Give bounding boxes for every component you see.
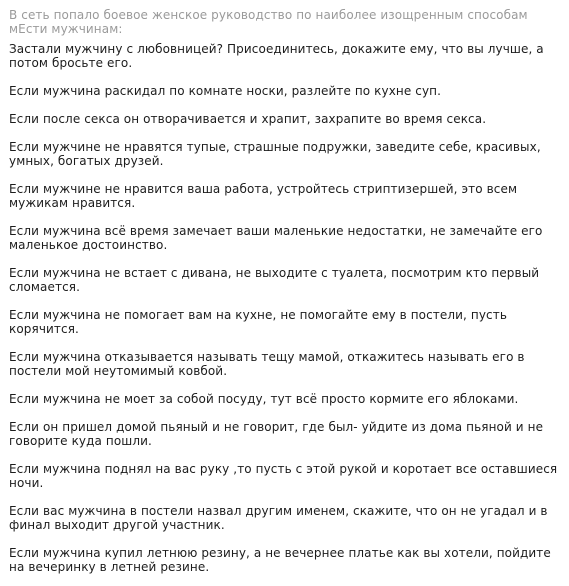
- paragraph-7: Если мужчина не встает с дивана, не выходите с туалета, посмотрим кто первый сломается.: [9, 266, 540, 294]
- paragraph-2: Если мужчина раскидал по комнате носки, разлейте по кухне суп.: [9, 84, 442, 98]
- intro-text: В сеть попало боевое женское руководство по наиболее изощренным способам мЕсти мужчинам:: [9, 8, 528, 36]
- paragraph-6: Если мужчина всё время замечает ваши маленькие недостатки, не замечайте его маленькое достоинство.: [9, 224, 543, 252]
- paragraph-9: Если мужчина отказывается называть тещу мамой, откажитесь называть его в постели мой неутомимый ковбой.: [9, 350, 525, 378]
- paragraph-8: Если мужчина не помогает вам на кухне, не помогайте ему в постели, пусть корячится.: [9, 308, 507, 336]
- paragraph-1: Застали мужчину с любовницей? Присоединитесь, докажите ему, что вы лучше, а потом бросьте его.: [9, 42, 544, 70]
- paragraph-14: Если мужчина купил летнюю резину, а не вечернее платье как вы хотели, пойдите на вечеринку в летней резине.: [9, 546, 551, 574]
- paragraph-3: Если после секса он отворачивается и храпит, захрапите во время секса.: [9, 112, 487, 126]
- paragraph-5: Если мужчине не нравится ваша работа, устройтесь стриптизершей, это всем мужикам нравится.: [9, 182, 518, 210]
- paragraph-13: Если вас мужчина в постели назвал другим именем, скажите, что он не угадал и в финал выходит другой участник.: [9, 504, 548, 532]
- paragraph-11: Если он пришел домой пьяный и не говорит, где был- уйдите из дома пьяной и не говорите куда пошли.: [9, 420, 544, 448]
- paragraph-10: Если мужчина не моет за собой посуду, тут всё просто кормите его яблоками.: [9, 392, 519, 406]
- paragraph-12: Если мужчина поднял на вас руку ,то пусть с этой рукой и коротает все оставшиеся ночи.: [9, 462, 558, 490]
- paragraph-4: Если мужчине не нравятся тупые, страшные подружки, заведите себе, красивых, умных, богатых друзей.: [9, 140, 541, 168]
